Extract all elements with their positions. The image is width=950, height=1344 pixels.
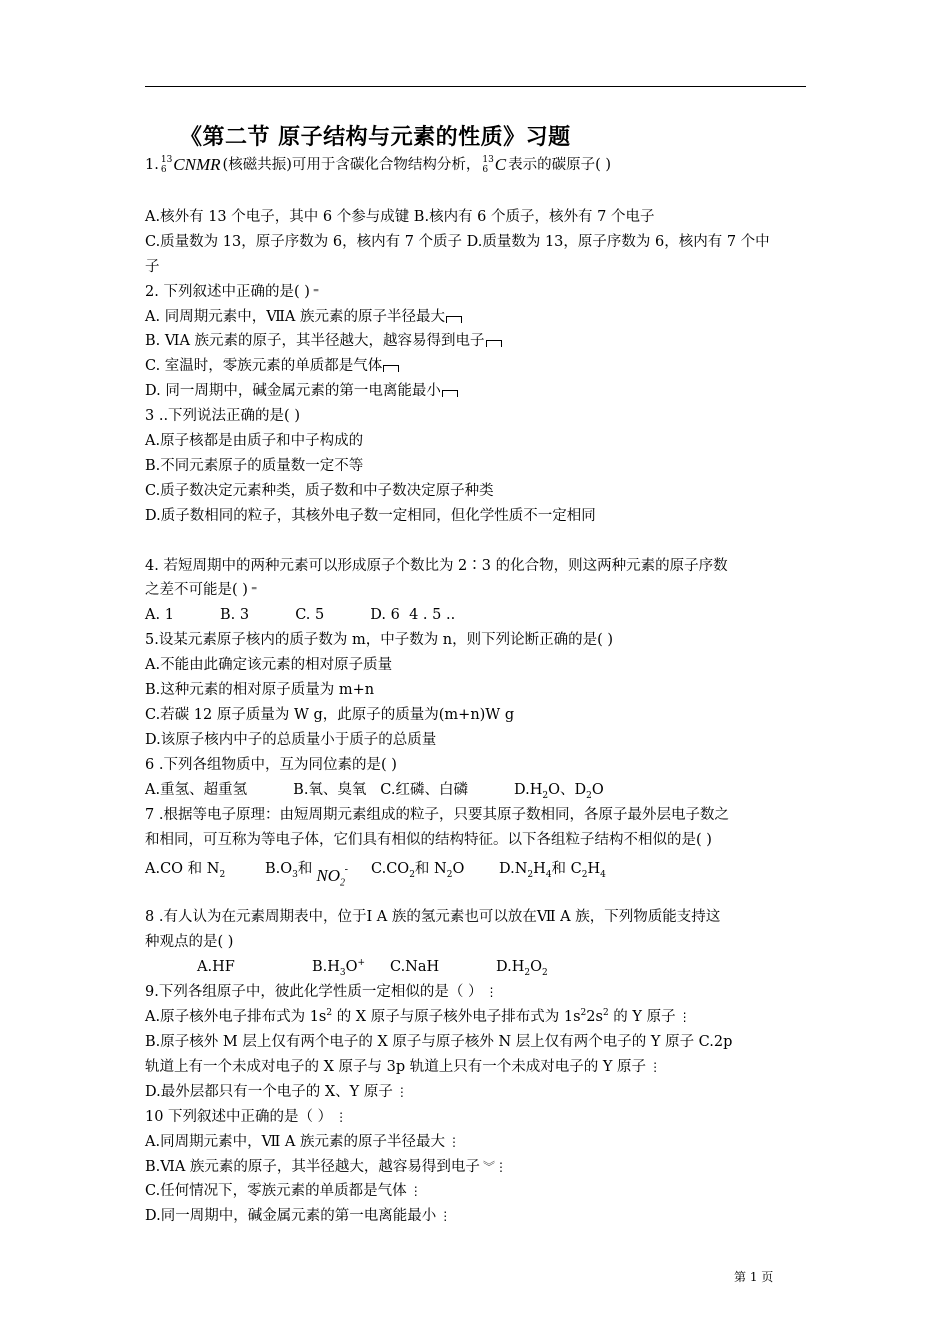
q10-option-d: D.同一周期中，碱金属元素的第一电离能最小 ⋮ xyxy=(145,1208,452,1225)
q3-option-a: A.原子核都是由质子和中子构成的 xyxy=(145,433,364,450)
q6-options: A.重氢、超重氢 B.氧、臭氧 C.红磷、白磷 $D.H_2O$、$D_2O$ xyxy=(145,781,604,801)
q1-options-cd: C.质量数为 13，原子序数为 6，核内有 7 个质子 D.质量数为 13，原子序数为 6，核内有 7 个中 xyxy=(145,233,770,250)
q5-option-b: B.这种元素的相对原子质量为 m+n xyxy=(145,682,375,699)
q9-option-c: 轨道上有一个未成对电子的 X 原子与 3p 轨道上只有一个未成对电子的 Y 原子 ⋮ xyxy=(145,1058,662,1075)
q1-number: 1. xyxy=(145,157,159,173)
q9-option-b: B.原子核外 M 层上仅有两个电子的 X 原子与原子核外 N 层上仅有两个电子的 Y 原子 C.2p xyxy=(145,1033,733,1050)
document-title: 《第二节 原子结构与元素的性质》习题 xyxy=(180,125,571,150)
q3-option-d: D.质子数相同的粒子，其核外电子数一定相同，但化学性质不一定相同 xyxy=(145,507,596,524)
q8-stem-line1: 8 .有人认为在元素周期表中，位于Ⅰ A 族的氢元素也可以放在Ⅶ A 族，下列物质能支持这 xyxy=(145,909,721,926)
q2-option-b: B. ⅥA 族元素的原子，其半径越大，越容易得到电子 xyxy=(145,329,810,354)
q5-option-c: C.若碳 12 原子质量为 W g，此原子的质量为(m+n)W g xyxy=(145,707,515,723)
q3-stem: 3 ..下列说法正确的是( ) xyxy=(145,408,300,425)
q7-options: A.CO 和 $N_2$ $B.O_3$和 $NO_2$ - $C.CO_2$和 $N_2O$ $D.N_2H_4$和 $C_2H_4$ xyxy=(145,852,810,893)
isotope-cnmr: 13 6 CNMR xyxy=(160,155,221,175)
q7-stem-line1: 7 .根据等电子原理：由短周期元素组成的粒子，只要其原子数相同，各原子最外层电子数之 xyxy=(145,806,729,823)
q1-stem-end: 表示的碳原子( ) xyxy=(508,157,612,173)
q2-option-a: A. 同周期元素中，ⅦA 族元素的原子半径最大 xyxy=(145,305,810,330)
q1-options-cont: 子 xyxy=(145,258,160,275)
q1-options-ab: A.核外有 13 个电子，其中 6 个参与成键 B.核内有 6 个质子，核外有 7 个电子 xyxy=(145,208,655,225)
q3-option-c: C.质子数决定元素种类，质子数和中子数决定原子种类 xyxy=(145,482,494,499)
nitrite-ion-formula: $NO_2$ - xyxy=(316,864,349,889)
q9-stem: 9.下列各组原子中，彼此化学性质一定相似的是（ ） ⋮ xyxy=(145,984,498,1001)
q2-option-c: C. 室温时，零族元素的单质都是气体 xyxy=(145,354,810,379)
q1-stem xyxy=(145,150,810,180)
q10-stem: 10 下列叙述中正确的是（ ） ⋮ xyxy=(145,1108,348,1125)
q3-option-b: B.不同元素原子的质量数一定不等 xyxy=(145,457,364,474)
isotope-c: 13 6 C xyxy=(482,155,507,175)
question-body xyxy=(145,150,810,1229)
q5-option-d: D.该原子核内中子的总质量小于质子的总质量 xyxy=(145,731,437,748)
q5-option-a: A.不能由此确定该元素的相对原子质量 xyxy=(145,657,393,674)
q4-options: A. 1 B. 3 C. 5 D. 6 4 . 5 .. xyxy=(145,607,456,624)
q4-stem-line1: 4. 若短周期中的两种元素可以形成原子个数比为 2∶3 的化合物，则这两种元素的原子序数 xyxy=(145,557,728,574)
q7-stem-line2: 和相同，可互称为等电子体，它们具有相似的结构特征。以下各组粒子结构不相似的是( ) xyxy=(145,831,712,848)
q2-option-d: D. 同一周期中，碱金属元素的第一电离能最小 xyxy=(145,379,810,404)
q9-option-a: A.原子核外电子排布式为 $1s^2$ 的 X 原子与原子核外电子排布式为 $1s^22s^2$ 的 Y 原子 ⋮ xyxy=(145,1008,691,1026)
q8-stem-line2: 种观点的是( ) xyxy=(145,934,234,951)
q10-option-c: C.任何情况下，零族元素的单质都是气体 ⋮ xyxy=(145,1183,422,1200)
q2-stem: 2. 下列叙述中正确的是( ) ⁼ xyxy=(145,283,320,300)
q8-options: A.HF $B.H_3O^+$ C.NaH $D.H_2O_2$ xyxy=(197,958,548,979)
q9-option-d: D.最外层都只有一个电子的 X、Y 原子 ⋮ xyxy=(145,1083,408,1100)
page-number: 第 1 页 xyxy=(734,1270,774,1284)
q10-option-b: B.ⅥA 族元素的原子，其半径越大，越容易得到电子 ︾⋮ xyxy=(145,1158,507,1175)
q10-option-a: A.同周期元素中，Ⅶ A 族元素的原子半径最大 ⋮ xyxy=(145,1133,460,1150)
q6-stem: 6 .下列各组物质中，互为同位素的是( ) xyxy=(145,756,397,773)
q5-stem: 5.设某元素原子核内的质子数为 m，中子数为 n，则下列论断正确的是( ) xyxy=(145,632,614,649)
q1-stem-mid: (核磁共振)可用于含碳化合物结构分析， xyxy=(222,157,481,173)
header-rule xyxy=(145,86,806,87)
q4-stem-line2: 之差不可能是( ) ⁼ xyxy=(145,582,258,599)
